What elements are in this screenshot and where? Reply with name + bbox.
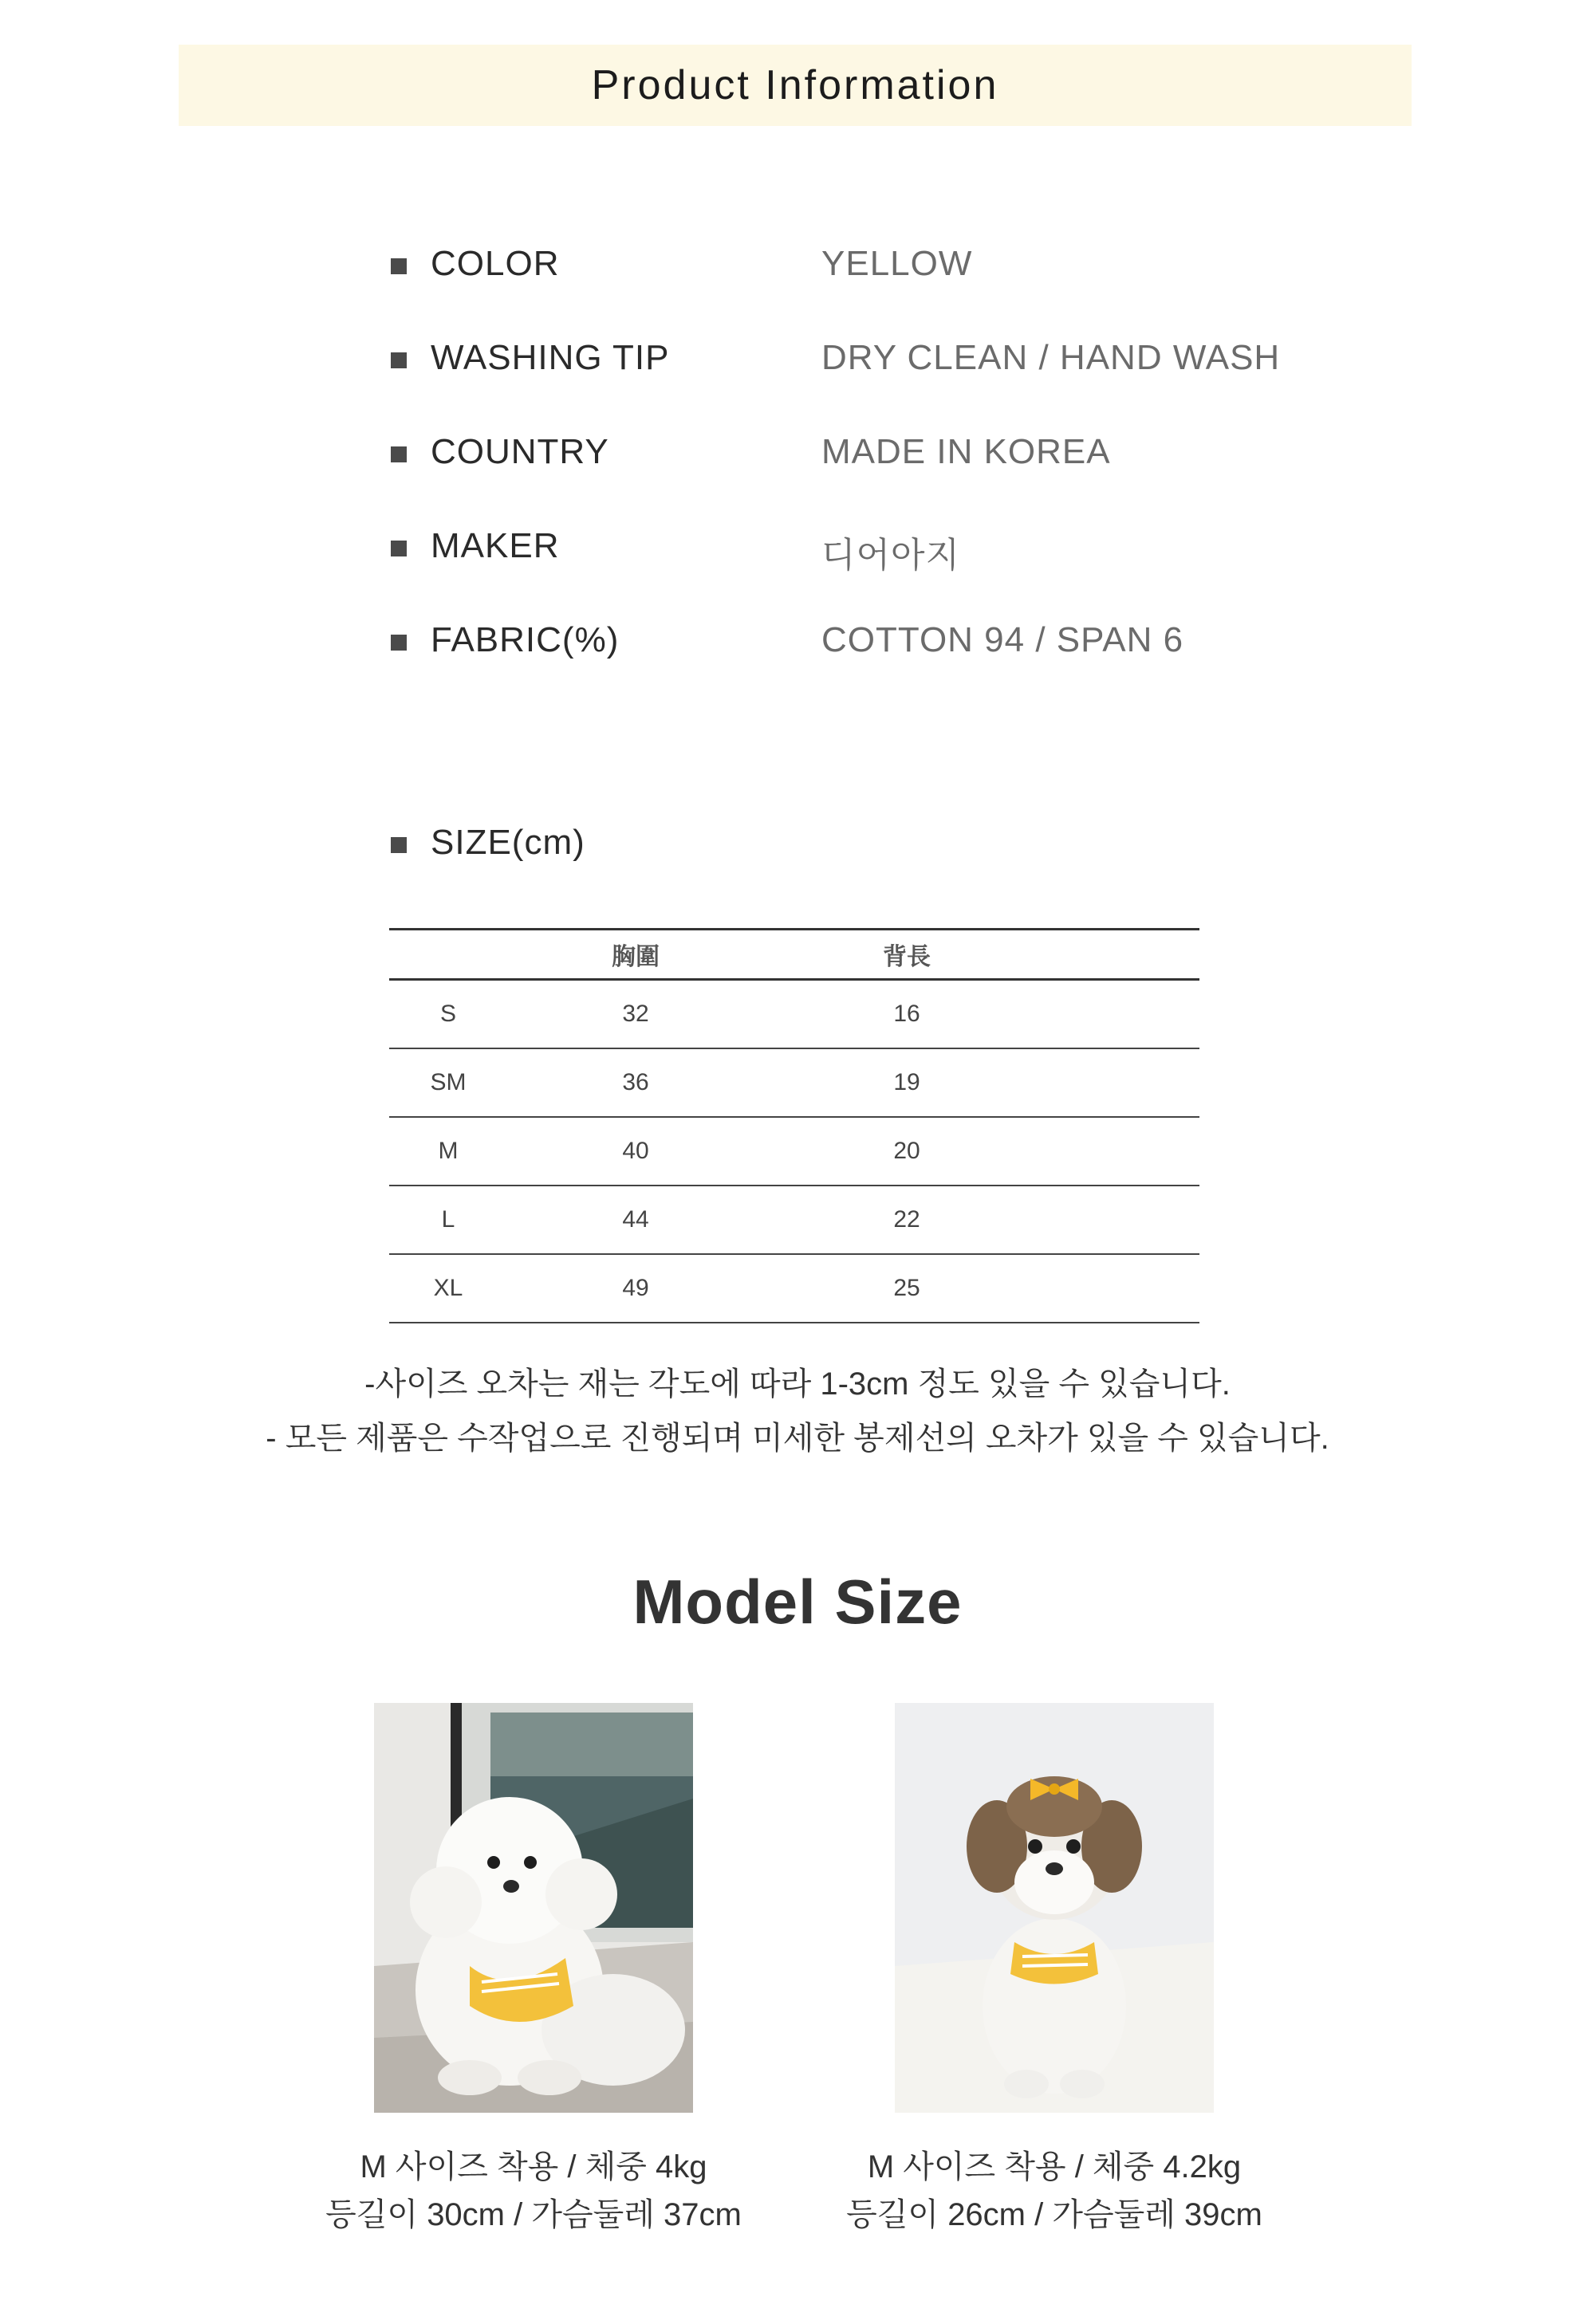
info-label: FABRIC(%) <box>431 620 620 659</box>
model-caption-2 <box>815 2143 1294 2239</box>
info-row-washing-tip <box>391 338 1348 386</box>
info-row-country <box>391 432 1348 480</box>
square-bullet-icon <box>391 258 407 274</box>
info-value: MADE IN KOREA <box>821 432 1111 471</box>
table-row <box>389 980 1199 1049</box>
table-cell: 22 <box>764 1186 1050 1254</box>
table-cell: 25 <box>764 1254 1050 1323</box>
square-bullet-icon <box>391 446 407 462</box>
caption-line: M 사이즈 착용 / 체중 4.2kg <box>867 2149 1242 2184</box>
table-cell: 36 <box>507 1048 764 1117</box>
info-row-color <box>391 244 1348 292</box>
square-bullet-icon <box>391 541 407 556</box>
square-bullet-icon <box>391 837 407 853</box>
info-label: MAKER <box>431 526 560 565</box>
model-photo-2 <box>895 1703 1214 2113</box>
table-cell: 20 <box>764 1117 1050 1186</box>
table-cell: SM <box>389 1048 507 1117</box>
info-label: COLOR <box>431 244 560 283</box>
table-header-cell: 背長 <box>764 930 1050 980</box>
info-value: 디어아지 <box>821 536 961 575</box>
table-cell: 32 <box>507 980 764 1049</box>
table-header-cell <box>389 930 507 980</box>
model-photo-1 <box>374 1703 693 2113</box>
model-caption-1 <box>294 2143 773 2239</box>
table-cell <box>1050 1186 1199 1254</box>
square-bullet-icon <box>391 635 407 651</box>
table-cell <box>1050 1117 1199 1186</box>
info-value: COTTON 94 / SPAN 6 <box>821 620 1184 659</box>
table-cell: 19 <box>764 1048 1050 1117</box>
table-cell <box>1050 1254 1199 1323</box>
info-label: COUNTRY <box>431 432 609 471</box>
sewing-note: - 모든 제품은 수작업으로 진행되며 미세한 봉제선의 오차가 있을 수 있습니다. <box>266 1421 1329 1456</box>
size-section-label <box>391 823 1348 871</box>
info-row-fabric <box>391 620 1348 668</box>
table-cell: 49 <box>507 1254 764 1323</box>
info-value: YELLOW <box>821 244 973 283</box>
table-cell <box>1050 1048 1199 1117</box>
table-cell: M <box>389 1117 507 1186</box>
table-cell <box>1050 980 1199 1049</box>
size-table <box>389 928 1199 1323</box>
table-row <box>389 1048 1199 1117</box>
table-header-row <box>389 930 1199 980</box>
table-row <box>389 1117 1199 1186</box>
info-row-maker <box>391 526 1348 574</box>
table-cell: S <box>389 980 507 1049</box>
table-cell: 16 <box>764 980 1050 1049</box>
caption-line: 등길이 30cm / 가슴둘레 37cm <box>325 2197 742 2232</box>
table-cell: XL <box>389 1254 507 1323</box>
page-title: Product Information <box>591 62 999 108</box>
table-cell: 40 <box>507 1117 764 1186</box>
size-label: SIZE(cm) <box>431 823 585 862</box>
size-note: -사이즈 오차는 재는 각도에 따라 1-3cm 정도 있을 수 있습니다. <box>364 1366 1231 1402</box>
info-label: WASHING TIP <box>431 338 670 377</box>
table-header-cell <box>1050 930 1199 980</box>
table-cell: 44 <box>507 1186 764 1254</box>
table-cell: L <box>389 1186 507 1254</box>
table-row <box>389 1254 1199 1323</box>
caption-line: M 사이즈 착용 / 체중 4kg <box>360 2149 707 2184</box>
table-row <box>389 1186 1199 1254</box>
model-size-title: Model Size <box>632 1567 963 1637</box>
caption-line: 등길이 26cm / 가슴둘레 39cm <box>846 2197 1262 2232</box>
table-header-cell: 胸圍 <box>507 930 764 980</box>
square-bullet-icon <box>391 352 407 368</box>
info-value: DRY CLEAN / HAND WASH <box>821 338 1281 377</box>
header-bar <box>179 45 1412 126</box>
